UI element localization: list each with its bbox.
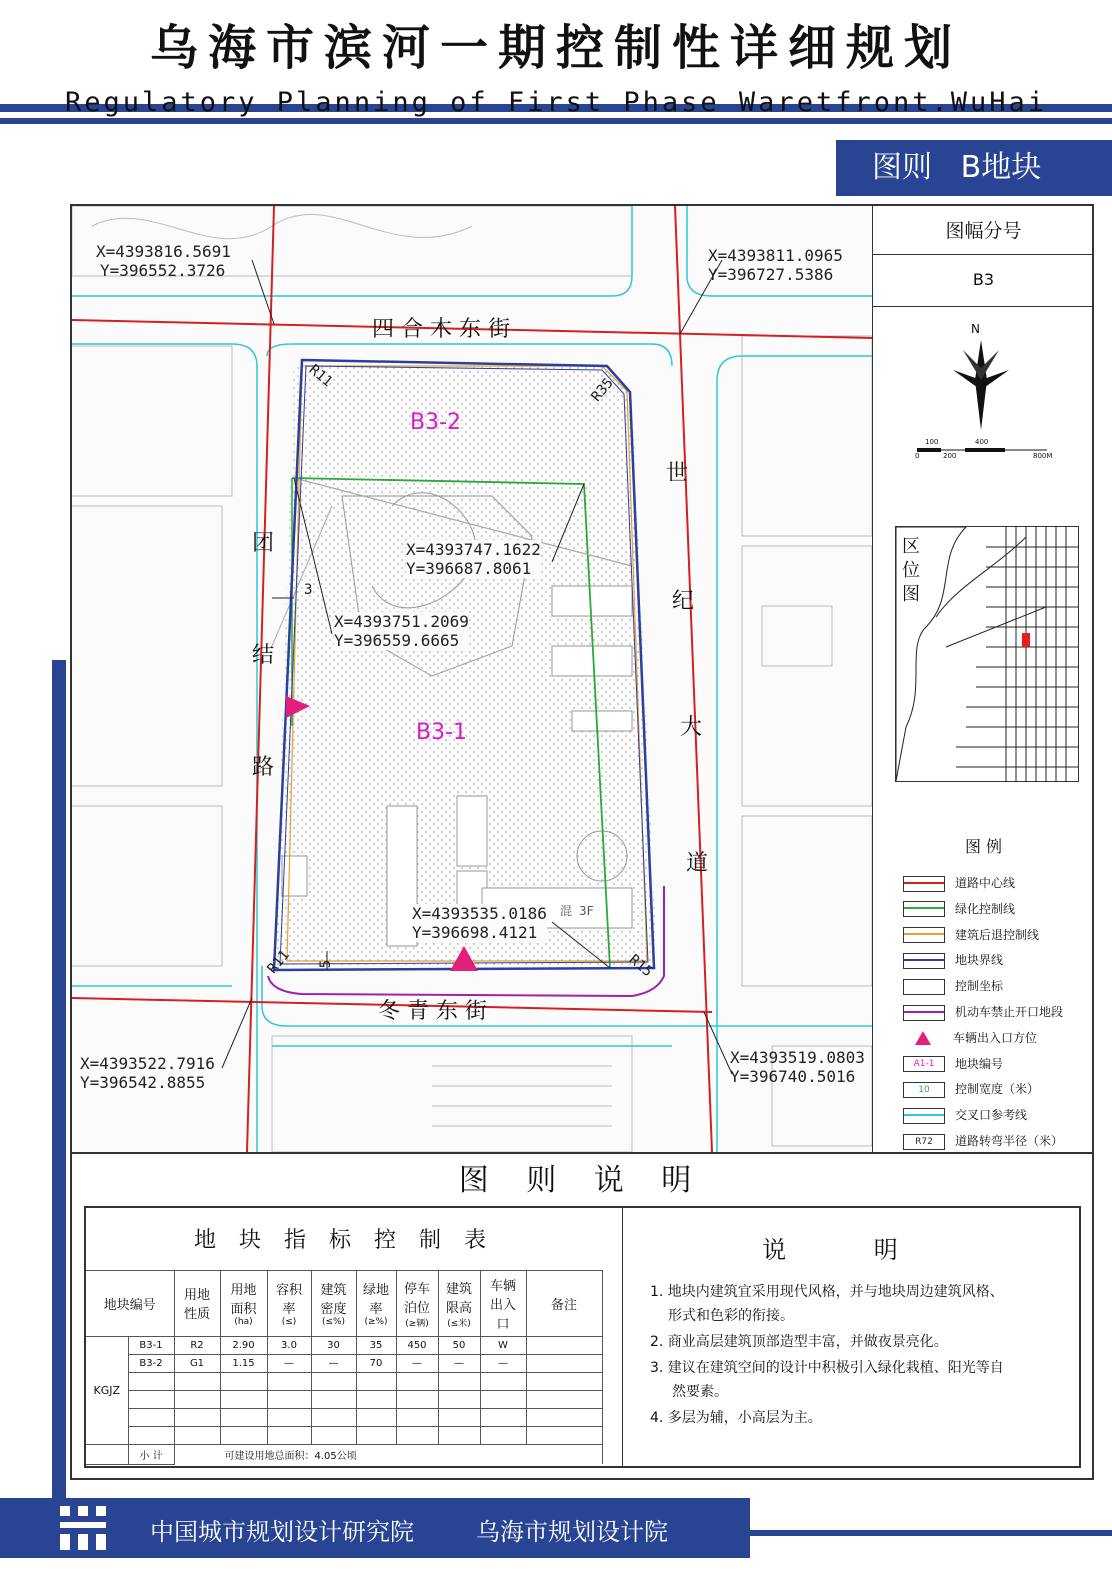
- legend-label: 地块界线: [955, 953, 1004, 968]
- legend-label: 绿化控制线: [955, 901, 1016, 916]
- width-label-west: 3: [304, 582, 313, 598]
- page-subtitle: Regulatory Planning of First Phase Waretfront.WuHai: [64, 87, 1048, 118]
- coord-nw: X=4393816.5691 Y=396552.3726: [96, 242, 231, 280]
- subtotal-row: [86, 1444, 602, 1464]
- table-header-cell: 建筑限高 (≤米): [438, 1270, 480, 1336]
- table-cell: [526, 1336, 602, 1354]
- table-cell: 450: [396, 1336, 438, 1354]
- table-cell: 70: [356, 1354, 396, 1372]
- legend-symbol-icon: [903, 876, 945, 892]
- sheet-no-label: 图幅分号: [873, 206, 1094, 255]
- table-header-cell: 停车泊位 (≥辆): [396, 1270, 438, 1336]
- road-east-char-4: 道: [686, 851, 709, 876]
- table-cell: 1.15: [220, 1354, 267, 1372]
- road-west-char-3: 路: [252, 755, 275, 780]
- plan-map[interactable]: [72, 206, 872, 1152]
- legend-item: [903, 1053, 1003, 1075]
- table-header-cell: 备注: [526, 1270, 602, 1336]
- table-header-cell: 容积率 (≤): [267, 1270, 311, 1336]
- parcel-label-b3-1[interactable]: B3-1: [416, 720, 468, 745]
- table-cell: [526, 1354, 602, 1372]
- legend-item: [903, 1001, 1063, 1023]
- legend-symbol-icon: 10: [903, 1082, 945, 1098]
- table-header-cell: 绿地率 (≥%): [356, 1270, 396, 1336]
- legend-symbol-icon: [903, 1005, 945, 1021]
- side-panel: 图幅分号 B3 N 100 400 0 200 800M 区 位 图 图 例 道路中心线 绿化控制线 建筑后退控制线 地块界线 控制坐标 机动车禁止开口地段 车辆出入口方位 A1-1 地块编号 10 控制宽度（米） 交叉口参考线 R72 道路转弯半径（米）: [872, 206, 1094, 1152]
- legend-item: [903, 949, 1003, 971]
- legend-symbol-icon: [903, 979, 945, 995]
- legend-symbol-icon: [903, 901, 945, 917]
- footer-org-2: 乌海市规划设计院: [476, 1518, 668, 1546]
- table-row: [86, 1390, 602, 1408]
- coord-green-s: X=4393535.0186 Y=396698.4121: [412, 904, 547, 942]
- note-2: 2. 商业高层建筑顶部造型丰富，并做夜景亮化。: [650, 1334, 948, 1350]
- table-cell: —: [267, 1354, 311, 1372]
- road-east-char-2: 纪: [672, 589, 695, 614]
- footer-org-1: 中国城市规划设计研究院: [150, 1518, 414, 1546]
- table-row: [86, 1408, 602, 1426]
- legend-item: [903, 1027, 1037, 1049]
- legend-item: [903, 924, 1039, 946]
- note-4: 4. 多层为辅，小高层为主。: [650, 1410, 822, 1426]
- road-east-char-1: 世: [666, 461, 689, 486]
- footer-bar: [0, 1498, 750, 1558]
- note-3: 3. 建议在建筑空间的设计中积极引入绿化栽植、阳光等自: [650, 1360, 1004, 1376]
- legend-symbol-icon: R72: [903, 1134, 945, 1150]
- legend-label: 道路转弯半径（米）: [955, 1134, 1064, 1148]
- width-label-south: 5: [318, 959, 335, 969]
- legend-label: 车辆出入口方位: [953, 1030, 1038, 1045]
- legend-item: [903, 898, 1015, 920]
- table-cell: —: [438, 1354, 480, 1372]
- subtotal-text: 可建设用地总面积：4.05公顷: [174, 1444, 602, 1464]
- table-row: [86, 1354, 602, 1372]
- legend-label: 控制坐标: [955, 979, 1004, 994]
- table-header-cell: 用地性质: [174, 1270, 220, 1336]
- legend-label: 地块编号: [955, 1056, 1004, 1071]
- coord-sw: X=4393522.7916 Y=396542.8855: [80, 1054, 215, 1092]
- footer-line: [750, 1530, 1112, 1536]
- location-highlight: [1022, 633, 1030, 647]
- radius-label-se: R15: [625, 951, 656, 981]
- table-cell: R2: [174, 1336, 220, 1354]
- table-cell: 30: [311, 1336, 356, 1354]
- table-row: [86, 1426, 602, 1444]
- note-1-cont: 形式和色彩的衔接。: [668, 1308, 794, 1324]
- table-cell: 2.90: [220, 1336, 267, 1354]
- location-map[interactable]: [895, 526, 1079, 782]
- legend-item: [903, 872, 1015, 894]
- table-header-cell: 地块编号: [86, 1270, 174, 1336]
- table-cell: 35: [356, 1336, 396, 1354]
- parcel-label-b3-2[interactable]: B3-2: [410, 410, 462, 435]
- radius-label-sw: R11: [264, 947, 293, 977]
- table-header-cell: 车辆出入口: [480, 1270, 526, 1336]
- radius-label-ne: R35: [588, 375, 617, 405]
- legend-item: [903, 975, 1003, 997]
- legend-symbol-icon: [903, 1108, 945, 1124]
- radius-label-nw: R11: [305, 361, 336, 391]
- table-cell: —: [480, 1354, 526, 1372]
- notes-title: 说 明: [762, 1236, 938, 1264]
- north-arrow-icon: [953, 340, 1009, 430]
- coord-green-nw: X=4393751.2069 Y=396559.6665: [334, 612, 469, 650]
- left-accent-bar: [52, 660, 66, 1540]
- legend-symbol-icon: A1-1: [903, 1056, 945, 1072]
- table-cell: —: [396, 1354, 438, 1372]
- table-cell: W: [480, 1336, 526, 1354]
- road-west-char-2: 结: [252, 643, 275, 668]
- road-north-label: 四 合 木 东 街: [372, 317, 510, 342]
- legend-symbol-icon: [903, 1031, 943, 1045]
- institute-logo-icon: [60, 1506, 110, 1552]
- north-label: N: [971, 322, 980, 336]
- note-3-cont: 然要素。: [672, 1384, 728, 1400]
- index-table: [86, 1208, 603, 1465]
- building-label: 混 3F: [560, 904, 594, 918]
- table-row: [86, 1336, 602, 1354]
- location-label: 区 位 图: [902, 536, 920, 605]
- group-code: KGJZ: [86, 1336, 128, 1444]
- subtotal-label: 小 计: [128, 1444, 174, 1464]
- sheet-badge: 图则 B地块: [836, 140, 1112, 196]
- table-header-cell: 用地面积 (ha): [220, 1270, 267, 1336]
- table-header-row: [86, 1270, 602, 1336]
- road-east-char-3: 大: [680, 715, 703, 740]
- sheet-no-value: B3: [873, 254, 1094, 307]
- legend-symbol-icon: [903, 953, 945, 969]
- table-header-cell: 建筑密度 (≤%): [311, 1270, 356, 1336]
- page-title: 乌海市滨河一期控制性详细规划: [149, 20, 962, 76]
- road-south-label: 冬 青 东 街: [378, 999, 487, 1024]
- table-cell: B3-1: [128, 1336, 174, 1354]
- legend-label: 机动车禁止开口地段: [955, 1005, 1064, 1019]
- coord-green-ne: X=4393747.1622 Y=396687.8061: [406, 540, 541, 578]
- coord-ne: X=4393811.0965 Y=396727.5386: [708, 246, 843, 284]
- legend-item: [903, 1130, 1063, 1152]
- table-cell: —: [311, 1354, 356, 1372]
- note-1: 1. 地块内建筑宜采用现代风格，并与地块周边建筑风格、: [650, 1284, 1004, 1300]
- road-west-char-1: 团: [252, 531, 275, 556]
- legend-label: 控制宽度（米）: [955, 1082, 1040, 1097]
- table-title: 地 块 指 标 控 制 表: [86, 1208, 602, 1270]
- table-row: [86, 1372, 602, 1390]
- legend-label: 道路中心线: [955, 876, 1016, 890]
- legend-title: 图 例: [964, 837, 1003, 856]
- table-cell: 50: [438, 1336, 480, 1354]
- legend-label: 建筑后退控制线: [955, 927, 1040, 942]
- table-cell: 3.0: [267, 1336, 311, 1354]
- table-cell: B3-2: [128, 1354, 174, 1372]
- legend-item: [903, 1078, 1039, 1100]
- legend-label: 交叉口参考线: [955, 1108, 1028, 1123]
- location-map-drawing: [896, 527, 1078, 781]
- coord-se: X=4393519.0803 Y=396740.5016: [730, 1048, 865, 1086]
- legend-item: [903, 1104, 1027, 1126]
- table-cell: G1: [174, 1354, 220, 1372]
- description-title: 图 则 说 明: [72, 1152, 1092, 1202]
- legend-symbol-icon: [903, 927, 945, 943]
